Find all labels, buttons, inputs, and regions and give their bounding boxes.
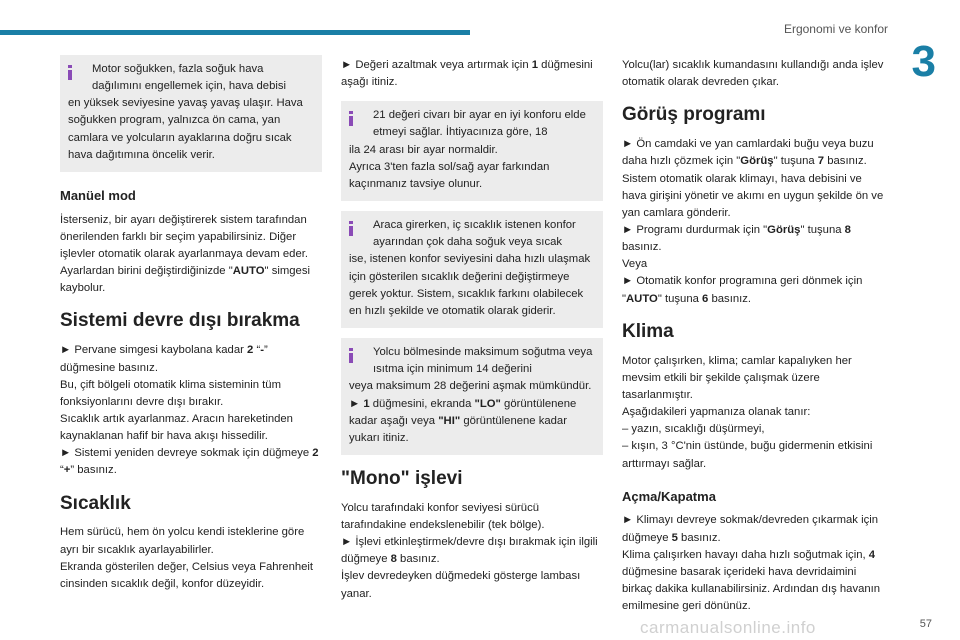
paragraph: Yolcu tarafındaki konfor seviyesi sürücü tarafındakine endekslenebilir (tek bölge). <box>341 501 545 531</box>
paragraph: Klima çalışırken havayı daha hızlı soğutmak için, 4 düğmesine basarak içerideki hava devridaimini birkaç dakika kullanabilirsiniz. Ardından dış havanın emilmesine geri dönünüz. <box>622 548 881 613</box>
heading-manuel-mod: Manüel mod <box>60 187 136 203</box>
info-icon <box>348 221 354 235</box>
paragraph: ► Ön camdaki ve yan camlardaki buğu veya buzu daha hızlı çözmek için "Görüş" tuşuna 7 basınız. <box>622 138 874 168</box>
paragraph: Sistem otomatik olarak klimayı, hava debisini ve hava girişini yönetir ve akımı en uygun şekilde ön ve yan camlara gönderir. <box>622 172 884 219</box>
paragraph: İsterseniz, bir ayarı değiştirerek sistem tarafından önerilenden farklı bir seçim yapabilirsiniz. Diğer işlevler otomatik olarak ayarlanmaya devam eder. <box>60 213 309 260</box>
paragraph: ► Programı durdurmak için "Görüş" tuşuna 8 basınız. <box>622 223 851 254</box>
paragraph: – yazın, sıcaklığı düşürmeyi, <box>622 423 765 436</box>
info-icon <box>67 65 73 79</box>
paragraph: Yolcu(lar) sıcaklık kumandasını kullandığı anda işlev otomatik olarak devreden çıkar. <box>622 59 884 89</box>
chapter-number: 3 <box>911 37 936 86</box>
header-accent-bar <box>0 30 470 35</box>
info-note: Motor soğukken, fazla soğuk hava dağılımını engellemek için, hava debisi en yüksek seviyesine yavaş yavaş ulaşır. Hava soğukken program, yalnızca ön cama, yan camlara ve yolcuların ayaklarına doğru sıcak hava dağıtımına öncelik verir. <box>60 55 322 172</box>
column-1 <box>60 55 322 593</box>
paragraph: ► Otomatik konfor programına geri dönmek için "AUTO" tuşuna 6 basınız. <box>622 275 863 305</box>
info-icon <box>348 348 354 362</box>
info-note: Araca girerken, iç sıcaklık istenen konfor ayarından çok daha soğuk veya sıcak ise, istenen konfor seviyesini daha hızlı ulaşmak için gösterilen sıcaklık değerini değiştirmeye gerek yoktur. Sistem, sıcaklık farkını olabilecek en hızlı şekilde ve otomatik olarak giderir. <box>341 211 603 328</box>
heading-klima: Klima <box>622 320 674 342</box>
section-title: Ergonomi ve konfor <box>783 22 888 36</box>
paragraph: Hem sürücü, hem ön yolcu kendi isteklerine göre ayrı bir sıcaklık ayarlayabilirler. <box>60 526 305 556</box>
paragraph: ► İşlevi etkinleştirmek/devre dışı bırakmak için ilgili düğmeye 8 basınız. <box>341 536 598 566</box>
info-note: Yolcu bölmesinde maksimum soğutma veya ısıtma için minimum 14 değerini veya maksimum 28 değerini aşmak mümkündür. ► 1 düğmesini, ekranda "LO" görüntülenene kadar aşağı veya "HI" görüntülenene kadar yukarı itiniz. <box>341 338 603 455</box>
paragraph: Bu, çift bölgeli otomatik klima sisteminin tüm fonksiyonlarını devre dışı bırakır. <box>60 378 281 408</box>
heading-acma-kapatma: Açma/Kapatma <box>622 488 716 504</box>
info-note: 21 değeri civarı bir ayar en iyi konforu elde etmeyi sağlar. İhtiyacınıza göre, 18 ila 24 arası bir ayar normaldir. Ayrıca 3'ten fazla sol/sağ ayar farkından kaçınmanız tavsiye olunur. <box>341 101 603 201</box>
info-icon <box>348 111 354 125</box>
column-2 <box>341 57 603 603</box>
paragraph: Aşağıdakileri yapmanıza olanak tanır: <box>622 406 811 419</box>
column-3 <box>622 57 884 615</box>
paragraph: Ayarlardan birini değiştirdiğinizde "AUTO" simgesi kaybolur. <box>60 265 310 295</box>
paragraph: ► Pervane simgesi kaybolana kadar 2 “-” düğmesine basınız. <box>60 344 268 374</box>
paragraph: Ekranda gösterilen değer, Celsius veya Fahrenheit cinsinden sıcaklık değil, konfor düzeyidir. <box>60 560 314 590</box>
paragraph: Motor çalışırken, klima; camlar kapalıyken her mevsim etkili bir şekilde çalışmak üzere tasarlanmıştır. <box>622 354 852 401</box>
page-number: 57 <box>919 618 932 630</box>
paragraph: Veya <box>622 258 648 271</box>
heading-sistemi-devre-disi: Sistemi devre dışı bırakma <box>60 310 300 332</box>
paragraph: İşlev devredeyken düğmedeki gösterge lambası yanar. <box>341 570 581 600</box>
paragraph: Sıcaklık artık ayarlanmaz. Aracın hareketinden kaynaklanan hafif bir hava akışı hissedilir. <box>60 412 293 443</box>
heading-sicaklik: Sıcaklık <box>60 492 131 514</box>
heading-gorus: Görüş programı <box>622 104 766 126</box>
paragraph: – kışın, 3 °C'nin üstünde, buğu gidermenin etkisini arttırmayı sağlar. <box>622 440 873 470</box>
paragraph: ► Klimayı devreye sokmak/devreden çıkarmak için düğmeye 5 basınız. <box>622 514 879 544</box>
paragraph: ► Değeri azaltmak veya artırmak için 1 düğmesini aşağı itiniz. <box>341 59 593 89</box>
watermark: carmanualsonline.info <box>640 618 816 637</box>
heading-mono: "Mono" işlevi <box>341 467 463 489</box>
paragraph: ► Sistemi yeniden devreye sokmak için düğmeye 2 “+” basınız. <box>60 447 319 477</box>
